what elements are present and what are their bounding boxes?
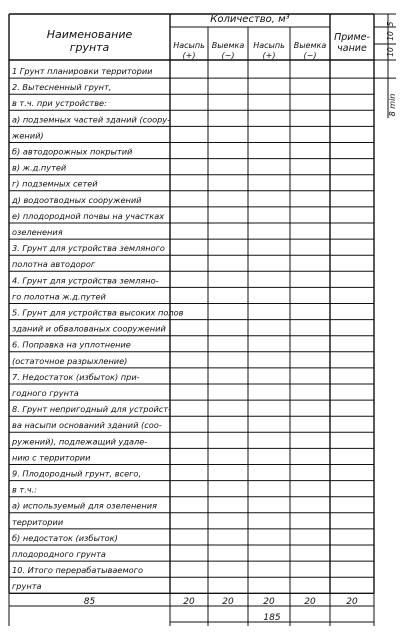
row-label-6: б) автодорожных покрытий bbox=[12, 146, 133, 157]
row-label-20: 7. Недостаток (избыток) при- bbox=[12, 371, 140, 382]
row-label-29: территории bbox=[12, 516, 64, 527]
row-label-4: а) подземных частей зданий (соору- bbox=[12, 114, 171, 125]
dim-col-width-1: 85 bbox=[83, 597, 96, 607]
row-label-31: плодородного грунта bbox=[12, 549, 106, 559]
row-label-27: в т.ч.: bbox=[12, 484, 37, 495]
dim-col-width-5: 20 bbox=[304, 597, 316, 607]
row-label-26: 9. Плодородный грунт, всего, bbox=[12, 468, 142, 479]
dim-col-width-4: 20 bbox=[263, 597, 275, 607]
row-label-21: годного грунта bbox=[12, 388, 79, 398]
row-label-8: г) подземных сетей bbox=[12, 178, 98, 189]
header-note-line1: Приме- bbox=[334, 32, 370, 43]
row-label-32: 10. Итого перерабатываемого bbox=[12, 565, 143, 576]
row-label-11: озеленения bbox=[12, 227, 63, 237]
row-label-16: 5. Грунт для устройства высоких полов bbox=[12, 307, 184, 318]
row-label-2: 2. Вытесненный грунт, bbox=[12, 82, 112, 93]
header-subcol-4-label: Выемка bbox=[293, 41, 327, 50]
header-subcol-3-sign: (+) bbox=[262, 51, 276, 60]
row-label-13: полотна автодорог bbox=[12, 259, 96, 270]
row-label-12: 3. Грунт для устройства земляного bbox=[12, 243, 165, 254]
dim-col-width-2: 20 bbox=[183, 597, 195, 607]
row-label-5: жений) bbox=[12, 130, 44, 141]
header-subcol-4-sign: (−) bbox=[303, 51, 317, 60]
dim-header-height-3: 5 bbox=[386, 21, 395, 27]
row-label-33: грунта bbox=[12, 581, 42, 592]
dim-header-height-1: 10 bbox=[386, 47, 395, 57]
row-label-25: нию с территории bbox=[12, 452, 91, 463]
dim-row-height: 8 min bbox=[388, 93, 397, 117]
row-label-18: 6. Поправка на уплотнение bbox=[12, 339, 131, 350]
header-quantity-group: Количество, м³ bbox=[210, 14, 290, 25]
row-label-7: в) ж.д.путей bbox=[12, 162, 67, 173]
dim-col-width-3: 20 bbox=[222, 597, 234, 607]
header-name-line2: грунта bbox=[69, 41, 110, 54]
header-subcol-1-label: Насыпь bbox=[173, 41, 205, 50]
header-subcol-2-sign: (−) bbox=[221, 51, 235, 60]
header-subcol-2-label: Выемка bbox=[211, 41, 245, 50]
row-label-15: го полотна ж.д.путей bbox=[12, 291, 106, 302]
row-label-28: а) используемый для озеленения bbox=[12, 500, 157, 511]
row-label-3: в т.ч. при устройстве: bbox=[12, 98, 107, 109]
row-label-10: е) плодородной почвы на участках bbox=[12, 210, 165, 221]
row-label-17: зданий и обвалованых сооружений bbox=[12, 323, 166, 334]
row-label-19: (остаточное разрыхление) bbox=[12, 355, 128, 366]
row-label-24: ружений), подлежащий удале- bbox=[12, 436, 148, 447]
header-note-line2: чание bbox=[337, 43, 367, 54]
row-label-22: 8. Грунт непригодный для устройст- bbox=[12, 404, 172, 415]
header-name-line1: Наименование bbox=[46, 28, 133, 41]
row-label-1: 1 Грунт планировки территории bbox=[12, 66, 153, 76]
dim-total-width: 185 bbox=[263, 613, 281, 623]
row-label-14: 4. Грунт для устройства земляно- bbox=[12, 275, 159, 286]
header-subcol-1-sign: (+) bbox=[182, 51, 196, 60]
row-label-30: б) недостаток (избыток) bbox=[12, 532, 118, 543]
dim-header-height-2: 10 bbox=[386, 31, 395, 41]
row-label-23: ва насыпи оснований зданий (соо- bbox=[12, 420, 162, 431]
header-subcol-3-label: Насыпь bbox=[253, 41, 285, 50]
row-label-9: д) водоотводных сооружений bbox=[12, 194, 142, 205]
dim-col-width-6: 20 bbox=[346, 597, 358, 607]
